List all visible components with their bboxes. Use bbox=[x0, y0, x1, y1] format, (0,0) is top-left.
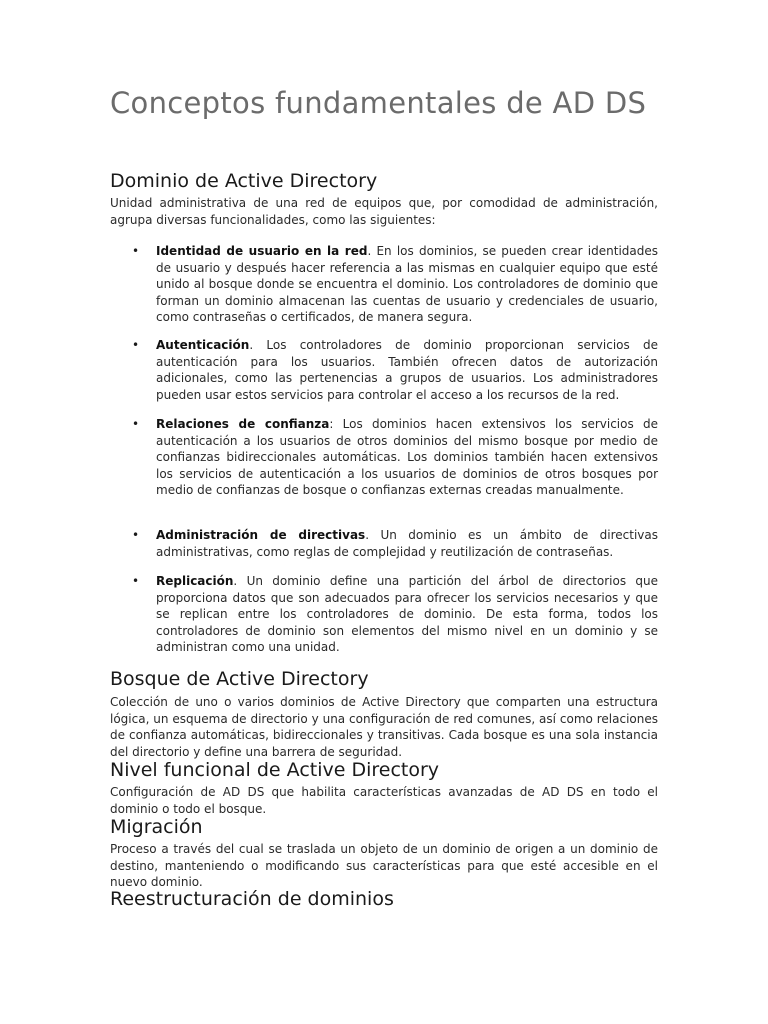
bullet-term: Replicación bbox=[156, 574, 234, 588]
bullet-body: En los dominios, se pueden crear identidades de usuario y después hacer referencia a las mismas en cualquier equipo que esté unido al bosque donde se encuentra el dominio. Los controladores de dominio que forman un dominio almacenan las cuentas de usuario y credenciales de usuario, como contraseñas o certificados, de manera segura. bbox=[156, 244, 658, 324]
bullet-separator: . bbox=[249, 338, 254, 352]
bullet-text bbox=[156, 243, 658, 326]
bullet-marker: • bbox=[132, 338, 140, 352]
bullet-separator: . bbox=[365, 528, 370, 542]
bullet-body: Los controladores de dominio proporcionan servicios de autenticación para los usuarios. También ofrecen datos de autorización adicionales, como las pertenencias a grupos de usuarios. Los administradores pueden usar estos servicios para controlar el acceso a los recursos de la red. bbox=[156, 338, 658, 402]
paragraph-nivel-funcional: Configuración de AD DS que habilita características avanzadas de AD DS en todo el dominio o todo el bosque. bbox=[110, 785, 658, 816]
paragraph-dominio-intro: Unidad administrativa de una red de equipos que, por comodidad de administración, agrupa diversas funcionalidades, como las siguientes: bbox=[110, 196, 658, 227]
bullet-term: Administración de directivas bbox=[156, 528, 366, 542]
bullet-text bbox=[156, 416, 658, 499]
bullet-separator: : bbox=[329, 417, 334, 431]
bullet-body: Un dominio define una partición del árbol de directorios que proporciona datos que son adecuados para ofrecer los servicios necesarios y que se replican entre los controladores de dominio. De esta forma, todos los controladores de dominio son elementos del mismo nivel en un dominio y se administran como una unidad. bbox=[156, 574, 658, 654]
bullet-marker: • bbox=[132, 244, 140, 258]
heading-migracion: Migración bbox=[110, 816, 203, 838]
bullet-marker: • bbox=[132, 417, 140, 431]
heading-bosque: Bosque de Active Directory bbox=[110, 668, 369, 690]
bullet-term: Relaciones de confianza bbox=[156, 417, 330, 431]
bullet-term: Identidad de usuario en la red bbox=[156, 244, 368, 258]
bullet-marker: • bbox=[132, 574, 140, 588]
paragraph-migracion: Proceso a través del cual se traslada un objeto de un dominio de origen a un dominio de destino, manteniendo o modificando sus características para que esté accesible en el nuevo dominio. bbox=[110, 842, 658, 889]
bullet-body: Un dominio es un ámbito de directivas administrativas, como reglas de complejidad y reutilización de contraseñas. bbox=[156, 528, 658, 559]
paragraph-bosque: Colección de uno o varios dominios de Active Directory que comparten una estructura lógica, un esquema de directorio y una configuración de red comunes, así como relaciones de confianza automáticas, bidireccionales y transitivas. Cada bosque es una sola instancia del directorio y define una barrera de seguridad. bbox=[110, 695, 658, 759]
bullet-text bbox=[156, 527, 658, 560]
bullet-separator: . bbox=[367, 244, 372, 258]
bullet-text bbox=[156, 337, 658, 403]
bullet-separator: . bbox=[233, 574, 238, 588]
bullet-text bbox=[156, 573, 658, 656]
page-title: Conceptos fundamentales de AD DS bbox=[110, 86, 647, 120]
heading-dominio: Dominio de Active Directory bbox=[110, 170, 378, 192]
bullet-body: Los dominios hacen extensivos los servicios de autenticación a los usuarios de otros dominios del mismo bosque por medio de confianzas bidireccionales automáticas. Los dominios también hacen extensivos los servicios de autenticación a los usuarios de dominios de otros bosques por medio de confianzas de bosque o confianzas externas creadas manualmente. bbox=[156, 417, 658, 497]
bullet-term: Autenticación bbox=[156, 338, 250, 352]
heading-nivel-funcional: Nivel funcional de Active Directory bbox=[110, 759, 440, 781]
heading-reestructuracion: Reestructuración de dominios bbox=[110, 888, 394, 910]
bullet-marker: • bbox=[132, 528, 140, 542]
